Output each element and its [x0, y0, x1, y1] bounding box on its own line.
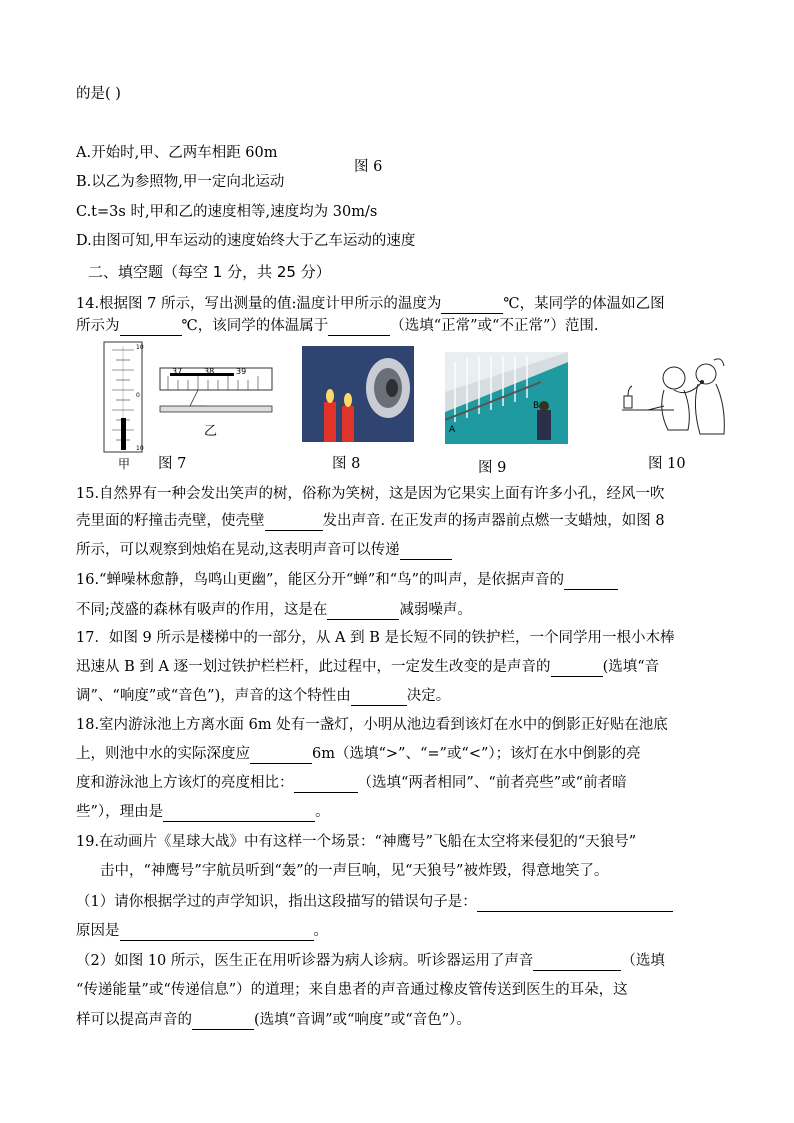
fig7-thermo-mid-label: 0: [136, 392, 140, 399]
q19-text: （1）请你根据学过的声学知识，指出这段描写的错误句子是：: [76, 894, 477, 910]
q19-line-1: 19.在动画片《星球大战》中有这样一个场景：“神鹰号”飞船在太空将来侵犯的“天狼号”: [76, 834, 637, 850]
q16-text: 不同;茂盛的森林有吸声的作用，这是在: [76, 602, 328, 618]
option-b: B.以乙为参照物,甲一定向北运动: [76, 174, 285, 190]
q19-line-7: [76, 1010, 471, 1030]
fig7-thermo-top-label: 10: [136, 344, 144, 351]
q19-text: （选填: [621, 953, 665, 969]
q17-line-3: [76, 686, 450, 706]
q17-line-1: 17．如图 9 所示是楼梯中的一部分，从 A 到 B 是长短不同的铁护栏，一个同学用一根小木棒: [76, 630, 675, 646]
fig7-scale-38: 38: [204, 367, 215, 376]
fig9-point-b: B: [533, 401, 540, 411]
q16-line-1: [76, 570, 618, 590]
q14-text: 所示为: [76, 318, 120, 334]
figure-7-image: [98, 340, 278, 458]
q15-line-2: [76, 511, 665, 531]
q19-text: （2）如图 10 所示，医生正在用听诊器为病人诊病。听诊器运用了声音: [76, 953, 534, 969]
fig7-thermo-bottom-label: 10: [136, 445, 144, 452]
q17-text: 决定。: [406, 688, 451, 704]
answer-blank[interactable]: [120, 924, 314, 941]
q16-line-2: [76, 600, 472, 620]
answer-blank[interactable]: [533, 954, 621, 971]
figure-6-label: 图 6: [354, 159, 383, 175]
figure-10-image: [618, 350, 728, 442]
q14-text: （选填“正常”或“不正常”）范围.: [390, 318, 599, 334]
q16-text: 减弱噪声。: [399, 602, 472, 618]
question-13-stem-tail: 的是( ): [76, 86, 121, 102]
q14-text: ℃，该同学的体温属于: [181, 318, 329, 334]
q19-line-5: [76, 951, 665, 971]
answer-blank[interactable]: [265, 514, 323, 531]
fig7-yi-label: 乙: [204, 424, 218, 439]
answer-blank[interactable]: [441, 297, 503, 314]
q18-text: （选填“两者相同”、“前者亮些”或“前者暗: [357, 775, 627, 791]
q18-line-2: [76, 744, 641, 764]
q18-text: 上，则池中水的实际深度应: [76, 746, 250, 762]
answer-blank[interactable]: [551, 660, 603, 677]
fig9-point-a: A: [449, 425, 456, 435]
q19-line-3: [76, 892, 673, 912]
section-title: 二、填空题（每空 1 分，共 25 分）: [88, 263, 331, 281]
q17-line-2: [76, 657, 659, 677]
answer-blank[interactable]: [327, 603, 399, 620]
q19-text: 原因是: [76, 923, 120, 939]
answer-blank[interactable]: [351, 689, 407, 706]
answer-blank[interactable]: [400, 543, 452, 560]
answer-blank[interactable]: [120, 319, 182, 336]
q15-text: 所示，可以观察到烛焰在晃动,这表明声音可以传递: [76, 542, 400, 558]
q19-line-6: “传递能量”或“传递信息”）的道理；来自患者的声音通过橡皮管传送到医生的耳朵，这: [76, 982, 628, 998]
answer-blank[interactable]: [477, 895, 673, 912]
option-d: D.由图可知,甲车运动的速度始终大于乙车运动的速度: [76, 233, 416, 249]
figure-9-image: [445, 352, 568, 444]
q19-line-2: 击中，“神鹰号”宇航员听到“轰”的一声巨响，见“天狼号”被炸毁，得意地笑了。: [100, 863, 609, 879]
option-a: A.开始时,甲、乙两车相距 60m: [76, 145, 278, 161]
q18-text: 6m（选填“>”、“=”或“<”）；该灯在水中倒影的亮: [312, 746, 641, 762]
q17-text: 调”、“响度”或“音色”)，声音的这个特性由: [76, 688, 351, 704]
q16-text: 16.“蝉噪林愈静，鸟鸣山更幽”，能区分开“蝉”和“鸟”的叫声，是依据声音的: [76, 572, 565, 588]
fig7-scale-39: 39: [236, 367, 247, 376]
q18-text: 。: [315, 804, 330, 820]
answer-blank[interactable]: [163, 805, 315, 822]
q18-line-4: [76, 802, 330, 822]
q19-text: 。: [313, 923, 328, 939]
q14-line-2: [76, 316, 599, 336]
q18-text: 些”），理由是: [76, 804, 164, 820]
q17-text: 迅速从 B 到 A 逐一划过铁护栏栏杆，此过程中，一定发生改变的是声音的: [76, 659, 551, 675]
option-c: C.t=3s 时,甲和乙的速度相等,速度均为 30m/s: [76, 204, 378, 220]
q19-line-4: [76, 921, 328, 941]
figure-9-caption: 图 9: [478, 460, 507, 476]
q14-text: 14.根据图 7 所示，写出测量的值:温度计甲所示的温度为: [76, 296, 442, 312]
q15-text: 发出声音. 在正发声的扬声器前点燃一支蜡烛，如图 8: [322, 513, 665, 529]
answer-blank[interactable]: [328, 319, 390, 336]
figure-7-caption: 图 7: [158, 456, 187, 472]
figure-8-caption: 图 8: [332, 456, 361, 472]
q14-line-1: [76, 294, 665, 314]
q15-text: 壳里面的籽撞击壳壁，使壳壁: [76, 513, 265, 529]
q18-line-3: [76, 773, 627, 793]
q19-text: (选填“音调”或“响度”或“音色”）。: [254, 1012, 471, 1028]
figure-10-caption: 图 10: [648, 456, 686, 472]
q15-line-3: [76, 540, 452, 560]
q18-text: 度和游泳池上方该灯的亮度相比：: [76, 775, 294, 791]
fig7-jia-label: 甲: [118, 457, 131, 471]
q19-text: 样可以提高声音的: [76, 1012, 192, 1028]
answer-blank[interactable]: [294, 776, 358, 793]
q17-text: (选填“音: [602, 659, 660, 675]
answer-blank[interactable]: [192, 1013, 254, 1030]
q14-text: ℃，某同学的体温如乙图: [503, 296, 665, 312]
q15-line-1: 15.自然界有一种会发出笑声的树，俗称为笑树，这是因为它果实上面有许多小孔，经风一吹: [76, 486, 665, 502]
q18-line-1: 18.室内游泳池上方离水面 6m 处有一盏灯，小明从池边看到该灯在水中的倒影正好贴在池底: [76, 717, 668, 733]
answer-blank[interactable]: [250, 747, 312, 764]
fig7-scale-37: 37: [172, 367, 183, 376]
answer-blank[interactable]: [564, 573, 618, 590]
figure-8-image: [302, 346, 414, 442]
